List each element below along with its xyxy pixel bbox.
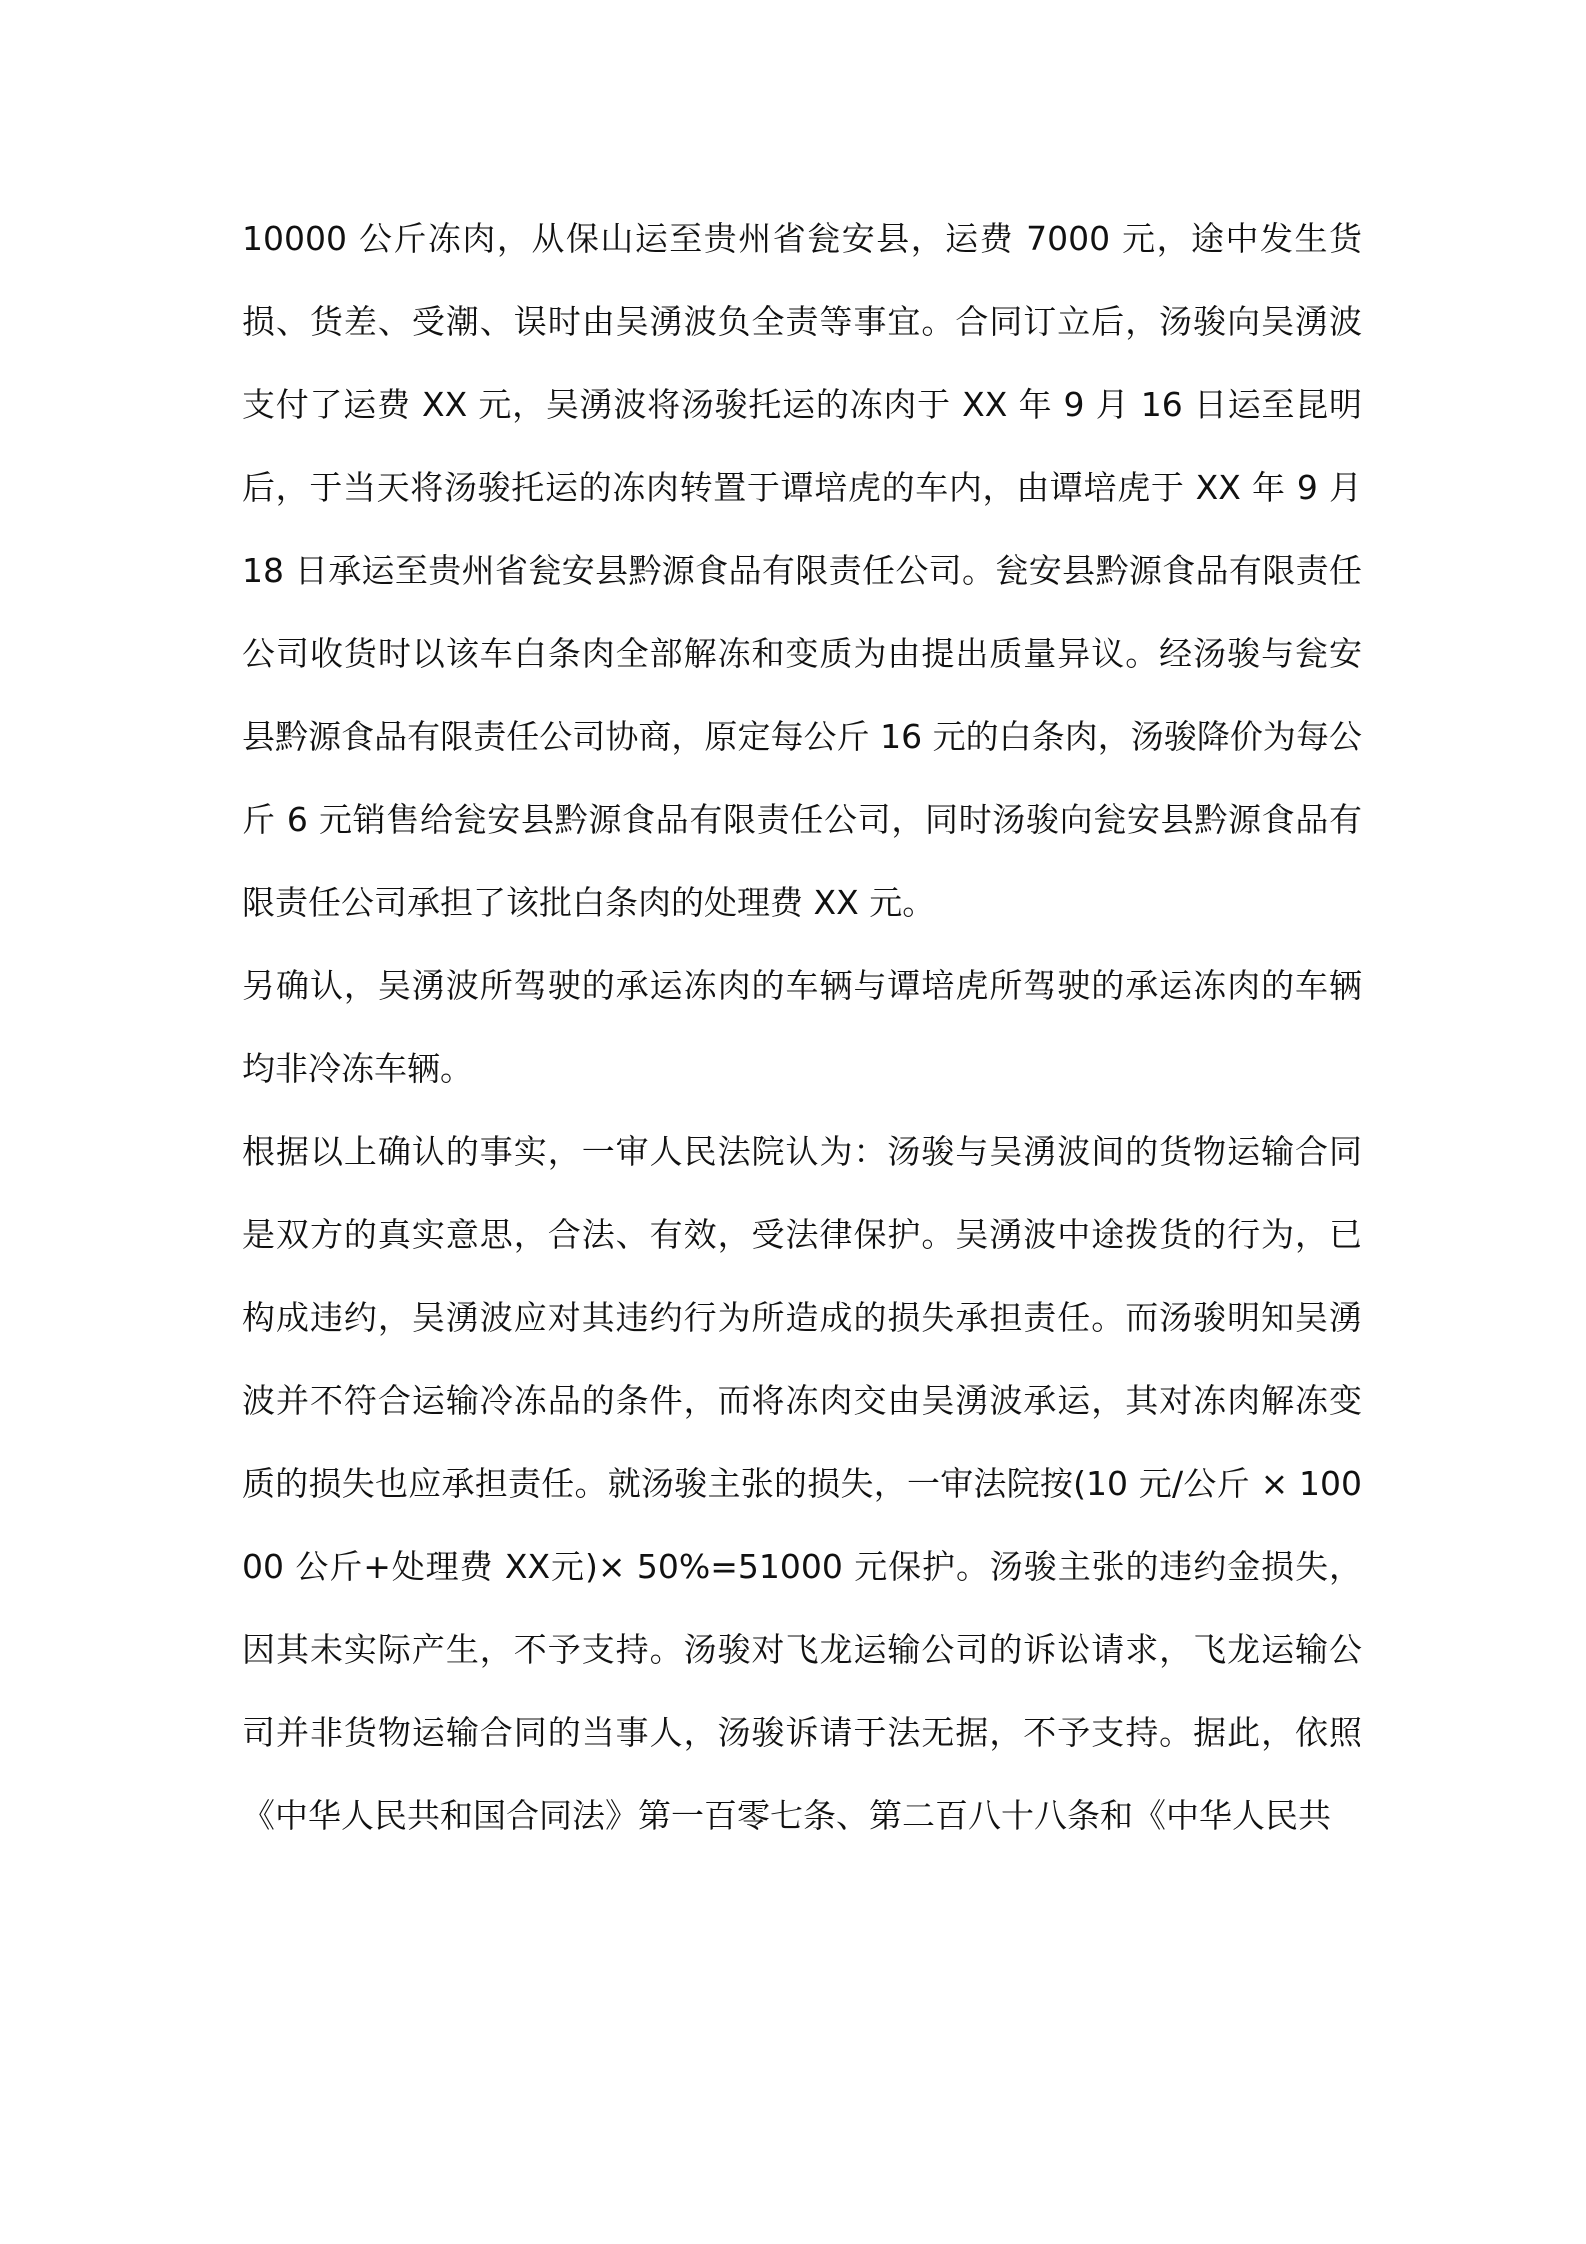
paragraph-1: 10000 公斤冻肉，从保山运至贵州省瓮安县，运费 7000 元，途中发生货损、货差、受潮、误时由吴湧波负全责等事宜。合同订立后，汤骏向吴湧波支付了运费 XX 元，吴湧波将汤骏托运的冻肉于 XX 年 9 月 16 日运至昆明后，于当天将汤骏托运的冻肉转置于谭培虎的车内，由谭培虎于 XX 年 9 月 18 日承运至贵州省瓮安县黔源食品有限责任公司。瓮安县黔源食品有限责任公司收货时以该车白条肉全部解冻和变质为由提出质量异议。经汤骏与瓮安县黔源食品有限责任公司协商，原定每公斤 16 元的白条肉，汤骏降价为每公斤 6 元销售给瓮安县黔源食品有限责任公司，同时汤骏向瓮安县黔源食品有限责任公司承担了该批白条肉的处理费 XX 元。 [242, 219, 1362, 922]
paragraph-2: 另确认，吴湧波所驾驶的承运冻肉的车辆与谭培虎所驾驶的承运冻肉的车辆均非冷冻车辆。 [242, 966, 1362, 1088]
paragraph-3: 根据以上确认的事实，一审人民法院认为：汤骏与吴湧波间的货物运输合同是双方的真实意思，合法、有效，受法律保护。吴湧波中途拨货的行为，已构成违约，吴湧波应对其违约行为所造成的损失承担责任。而汤骏明知吴湧波并不符合运输冷冻品的条件，而将冻肉交由吴湧波承运，其对冻肉解冻变质的损失也应承担责任。就汤骏主张的损失，一审法院按(10 元/公斤 × 10000 公斤+处理费 XX元)× 50%=51000 元保护。汤骏主张的违约金损失，因其未实际产生，不予支持。汤骏对飞龙运输公司的诉讼请求，飞龙运输公司并非货物运输合同的当事人，汤骏诉请于法无据，不予支持。据此，依照《中华人民共和国合同法》第一百零七条、第二百八十八条和《中华人民共 [242, 1132, 1362, 1835]
document-body [242, 197, 1362, 1857]
